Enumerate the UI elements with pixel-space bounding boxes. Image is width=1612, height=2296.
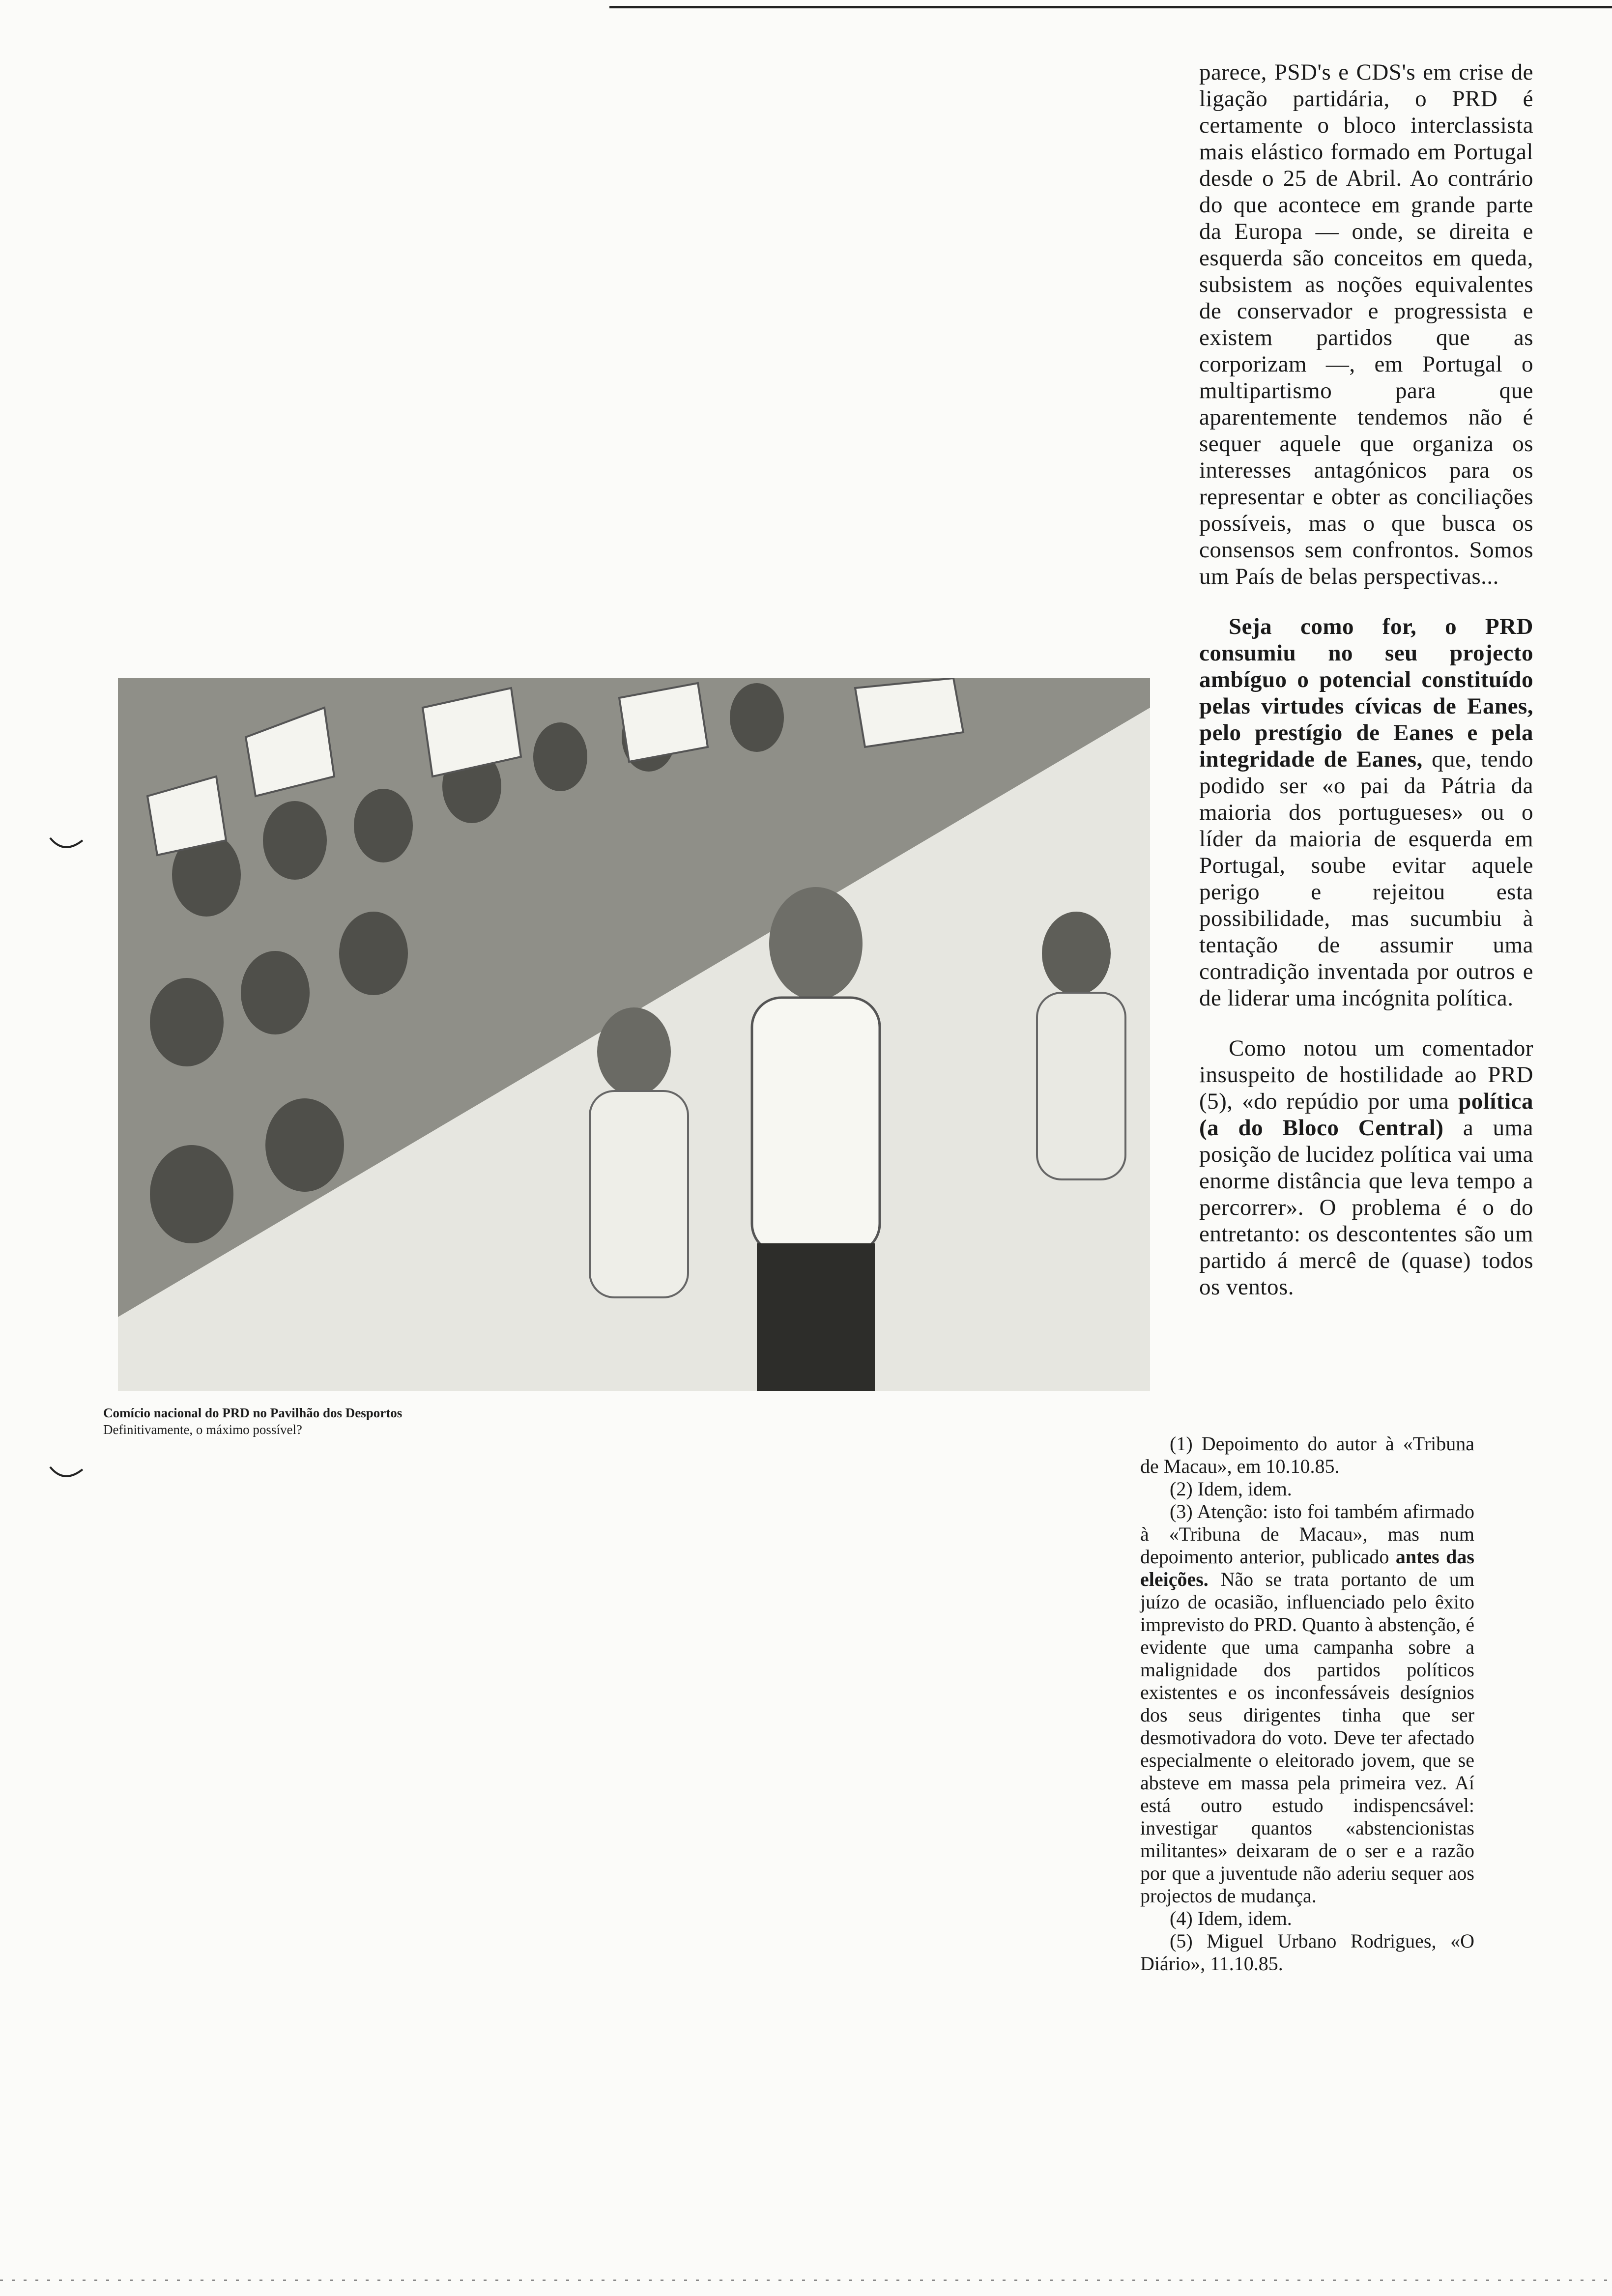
margin-mark-upper [49, 835, 84, 855]
paragraph-3-b: a uma posição de lucidez política vai uma enorme distância que leva tempo a percorrer». O problema é o do entretanto: os descontentes são um partido á mercê de (quase) todos os ventos. [1199, 1115, 1533, 1300]
paragraph-2 [1199, 613, 1533, 1011]
paragraph-3-bold: política (a do Bloco Central) [1199, 1089, 1533, 1141]
footnote-4: (4) Idem, idem. [1170, 1907, 1292, 1929]
rally-photo-drawing [118, 678, 1150, 1391]
footnote-5: (5) Miguel Urbano Rodrigues, «O Diário», 11.10.85. [1140, 1930, 1474, 1975]
footnote-3-a: (3) Atenção: isto foi também afirmado à «Tribuna de Macau», mas num depoimento anterior, publicado [1140, 1500, 1474, 1568]
photo-caption [103, 1405, 595, 1438]
rally-photo [118, 678, 1150, 1391]
top-rule [609, 6, 1612, 8]
footnote-1: (1) Depoimento do autor à «Tribuna de Macau», em 10.10.85. [1140, 1433, 1474, 1477]
article-body [1199, 59, 1533, 1300]
caption-line-1: Comício nacional do PRD no Pavilhão dos Desportos [103, 1406, 403, 1420]
paragraph-3 [1199, 1035, 1533, 1300]
margin-mark-lower [49, 1464, 84, 1484]
paragraph-1: parece, PSD's e CDS's em crise de ligação partidária, o PRD é certamente o bloco interclassista mais elástico formado em Portugal desde o 25 de Abril. Ao contrário do que acontece em grande parte da Europa — onde, se direita e esquerda são conceitos em queda, subsistem as noções equivalentes de conservador e progressista e existem partidos que as corporizam —, em Portugal o multipartismo para que aparentemente tendemos não é sequer aquele que organiza os interesses antagónicos para os representar e obter as conciliações possíveis, mas o que busca os consensos sem confrontos. Somos um País de belas perspectivas... [1199, 59, 1533, 589]
footnote-2: (2) Idem, idem. [1170, 1478, 1292, 1500]
paragraph-2-rest: que, tendo podido ser «o pai da Pátria da maioria dos portugueses» ou o líder da maioria de esquerda em Portugal, soube evitar aquele perigo e rejeitou esta possibilidade, mas sucumbiu à tentação de assumir uma contradição inventada por outros e de liderar uma incógnita política. [1199, 746, 1533, 1011]
footnotes [1140, 1433, 1474, 1975]
footnote-3-bold: antes das eleições. [1140, 1546, 1474, 1590]
footnote-3-b: Não se trata portanto de um juízo de ocasião, influenciado pelo êxito imprevisto do PRD. Quanto à abstenção, é evidente que uma campanha sobre a malignidade dos partidos políticos existentes e os inconfessáveis desígnios dos seus dirigentes tinha que ser desmotivadora do voto. Deve ter afectado especialmente o eleitorado jovem, que se absteve em massa pela primeira vez. Aí está outro estudo indispencsável: investigar quantos «abstencionistas militantes» deixaram de o ser e a razão por que a juventude não aderiu sequer aos projectos de mudança. [1140, 1568, 1474, 1907]
paragraph-2-bold: Seja como for, o PRD consumiu no seu projecto ambíguo o potencial constituído pelas virtudes cívicas de Eanes, pelo prestígio de Eanes e pela integridade de Eanes, [1199, 614, 1533, 772]
caption-line-2: Definitivamente, o máximo possível? [103, 1422, 302, 1437]
scan-edge-noise [0, 2275, 1612, 2285]
footnote-3 [1140, 1500, 1474, 1907]
paragraph-3-a: Como notou um comentador insuspeito de hostilidade ao PRD (5), «do repúdio por uma [1199, 1035, 1533, 1114]
